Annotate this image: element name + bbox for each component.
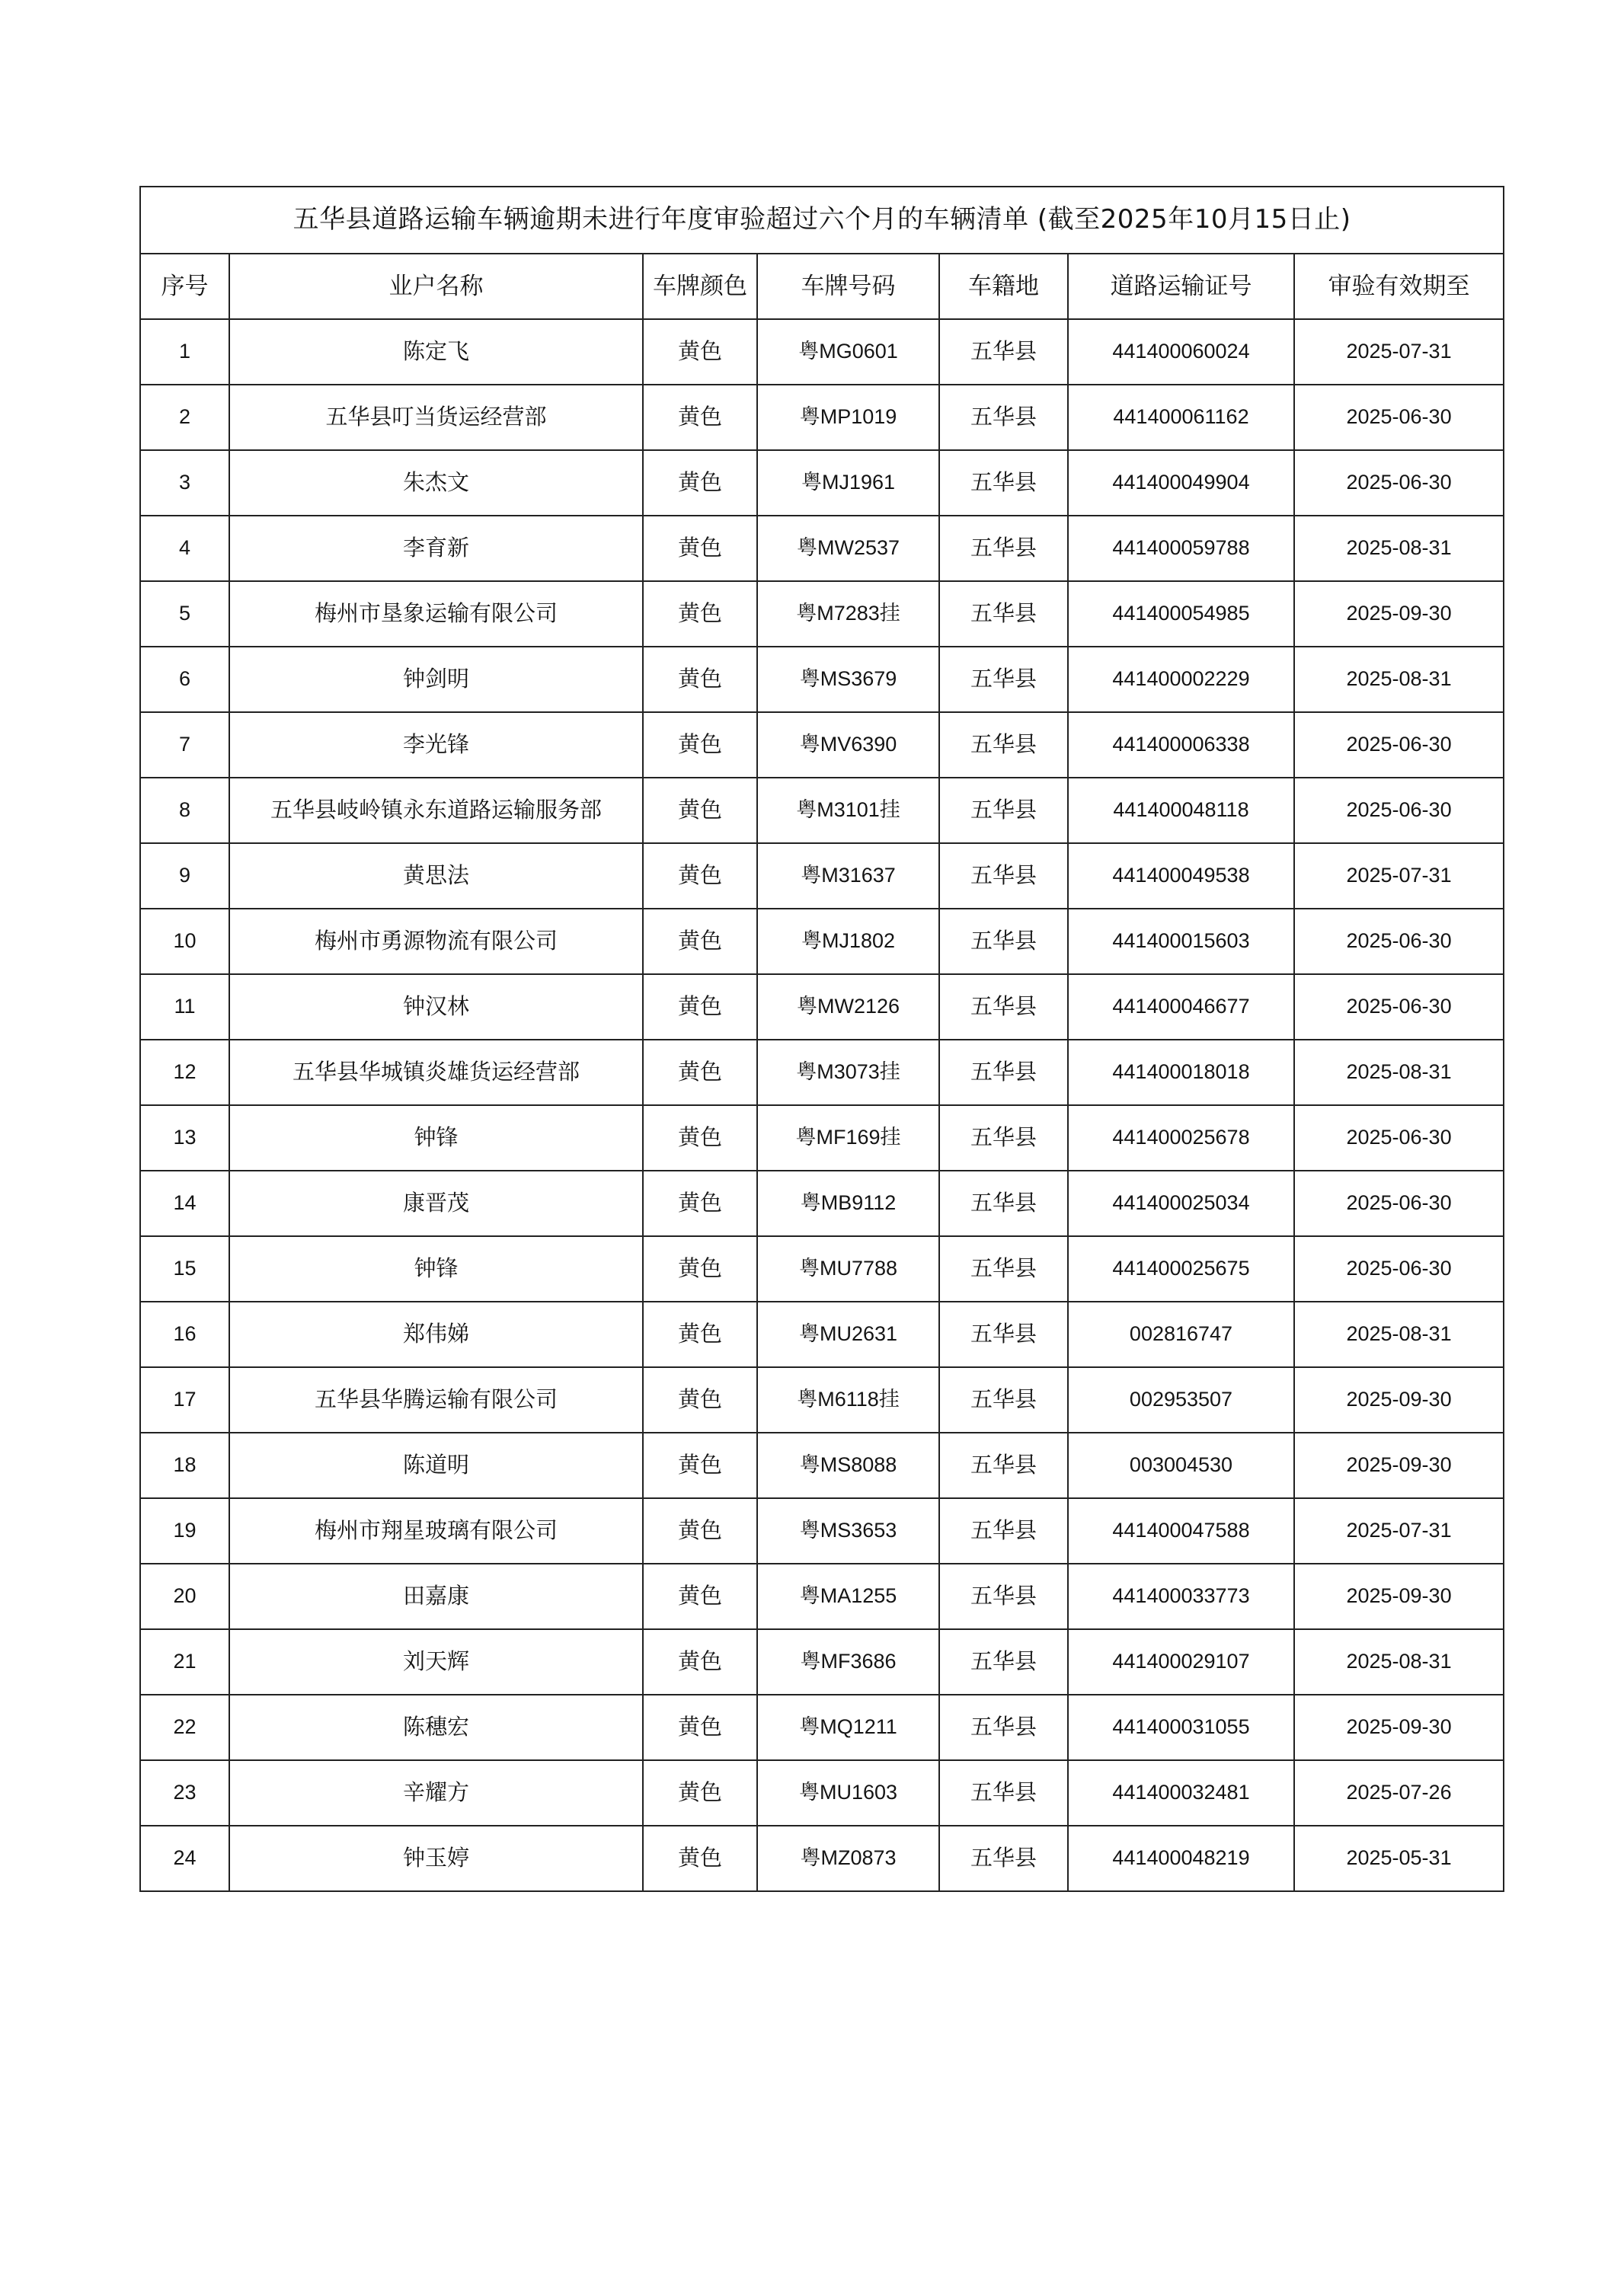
plate-color: 黄色 [643, 1171, 757, 1236]
registration-place: 五华县 [939, 712, 1068, 778]
table-row [140, 1498, 1504, 1564]
transport-cert-number: 441400029107 [1068, 1629, 1294, 1695]
transport-cert-number: 441400015603 [1068, 909, 1294, 974]
registration-place: 五华县 [939, 1040, 1068, 1105]
owner-name: 五华县华城镇炎雄货运经营部 [229, 1040, 643, 1105]
plate-number: 粤MB9112 [757, 1171, 939, 1236]
row-index: 1 [140, 319, 229, 385]
valid-until-date: 2025-06-30 [1294, 974, 1504, 1040]
plate-color: 黄色 [643, 516, 757, 581]
valid-until-date: 2025-09-30 [1294, 1367, 1504, 1433]
table-row [140, 1040, 1504, 1105]
column-header-transport-cert: 道路运输证号 [1068, 254, 1294, 319]
column-header-index: 序号 [140, 254, 229, 319]
table-row [140, 1564, 1504, 1629]
transport-cert-number: 441400018018 [1068, 1040, 1294, 1105]
row-index: 7 [140, 712, 229, 778]
plate-color: 黄色 [643, 1564, 757, 1629]
plate-color: 黄色 [643, 581, 757, 647]
valid-until-date: 2025-07-31 [1294, 1498, 1504, 1564]
vehicle-list-table [139, 186, 1504, 1892]
table-row [140, 1367, 1504, 1433]
transport-cert-number: 003004530 [1068, 1433, 1294, 1498]
table-row [140, 909, 1504, 974]
plate-color: 黄色 [643, 1433, 757, 1498]
table-row [140, 1629, 1504, 1695]
registration-place: 五华县 [939, 778, 1068, 843]
table-row [140, 450, 1504, 516]
owner-name: 五华县华腾运输有限公司 [229, 1367, 643, 1433]
plate-color: 黄色 [643, 450, 757, 516]
valid-until-date: 2025-09-30 [1294, 1695, 1504, 1760]
valid-until-date: 2025-06-30 [1294, 712, 1504, 778]
registration-place: 五华县 [939, 1498, 1068, 1564]
owner-name: 黄思法 [229, 843, 643, 909]
registration-place: 五华县 [939, 843, 1068, 909]
plate-color: 黄色 [643, 319, 757, 385]
valid-until-date: 2025-06-30 [1294, 385, 1504, 450]
transport-cert-number: 441400025678 [1068, 1105, 1294, 1171]
row-index: 23 [140, 1760, 229, 1826]
registration-place: 五华县 [939, 1236, 1068, 1302]
valid-until-date: 2025-08-31 [1294, 1302, 1504, 1367]
plate-color: 黄色 [643, 1367, 757, 1433]
plate-color: 黄色 [643, 1695, 757, 1760]
table-row [140, 1760, 1504, 1826]
table-row [140, 581, 1504, 647]
row-index: 12 [140, 1040, 229, 1105]
row-index: 5 [140, 581, 229, 647]
plate-number: 粤MF3686 [757, 1629, 939, 1695]
transport-cert-number: 441400048118 [1068, 778, 1294, 843]
registration-place: 五华县 [939, 1433, 1068, 1498]
owner-name: 五华县岐岭镇永东道路运输服务部 [229, 778, 643, 843]
valid-until-date: 2025-06-30 [1294, 1236, 1504, 1302]
row-index: 16 [140, 1302, 229, 1367]
table-row [140, 1105, 1504, 1171]
registration-place: 五华县 [939, 319, 1068, 385]
row-index: 2 [140, 385, 229, 450]
transport-cert-number: 441400031055 [1068, 1695, 1294, 1760]
plate-color: 黄色 [643, 1629, 757, 1695]
valid-until-date: 2025-09-30 [1294, 1433, 1504, 1498]
plate-color: 黄色 [643, 1040, 757, 1105]
plate-color: 黄色 [643, 1760, 757, 1826]
plate-color: 黄色 [643, 1826, 757, 1891]
owner-name: 钟玉婷 [229, 1826, 643, 1891]
transport-cert-number: 002953507 [1068, 1367, 1294, 1433]
column-header-row [140, 254, 1504, 319]
valid-until-date: 2025-08-31 [1294, 516, 1504, 581]
owner-name: 钟剑明 [229, 647, 643, 712]
owner-name: 梅州市勇源物流有限公司 [229, 909, 643, 974]
plate-number: 粤MU2631 [757, 1302, 939, 1367]
registration-place: 五华县 [939, 1760, 1068, 1826]
transport-cert-number: 441400061162 [1068, 385, 1294, 450]
row-index: 20 [140, 1564, 229, 1629]
valid-until-date: 2025-07-31 [1294, 319, 1504, 385]
registration-place: 五华县 [939, 1629, 1068, 1695]
owner-name: 李育新 [229, 516, 643, 581]
registration-place: 五华县 [939, 909, 1068, 974]
plate-number: 粤MG0601 [757, 319, 939, 385]
owner-name: 五华县叮当货运经营部 [229, 385, 643, 450]
valid-until-date: 2025-06-30 [1294, 1105, 1504, 1171]
transport-cert-number: 441400006338 [1068, 712, 1294, 778]
table-row [140, 1302, 1504, 1367]
plate-number: 粤MV6390 [757, 712, 939, 778]
row-index: 18 [140, 1433, 229, 1498]
plate-number: 粤MS3679 [757, 647, 939, 712]
registration-place: 五华县 [939, 1302, 1068, 1367]
registration-place: 五华县 [939, 1171, 1068, 1236]
plate-number: 粤MZ0873 [757, 1826, 939, 1891]
registration-place: 五华县 [939, 516, 1068, 581]
valid-until-date: 2025-07-31 [1294, 843, 1504, 909]
plate-number: 粤MJ1802 [757, 909, 939, 974]
owner-name: 钟锋 [229, 1236, 643, 1302]
owner-name: 辛耀方 [229, 1760, 643, 1826]
plate-number: 粤MW2537 [757, 516, 939, 581]
row-index: 11 [140, 974, 229, 1040]
row-index: 17 [140, 1367, 229, 1433]
row-index: 6 [140, 647, 229, 712]
row-index: 13 [140, 1105, 229, 1171]
table-row [140, 1695, 1504, 1760]
owner-name: 郑伟娣 [229, 1302, 643, 1367]
row-index: 10 [140, 909, 229, 974]
plate-color: 黄色 [643, 974, 757, 1040]
row-index: 4 [140, 516, 229, 581]
plate-number: 粤MQ1211 [757, 1695, 939, 1760]
row-index: 9 [140, 843, 229, 909]
plate-color: 黄色 [643, 712, 757, 778]
table-row [140, 778, 1504, 843]
table-row [140, 319, 1504, 385]
valid-until-date: 2025-06-30 [1294, 778, 1504, 843]
plate-color: 黄色 [643, 1498, 757, 1564]
plate-number: 粤M3101挂 [757, 778, 939, 843]
owner-name: 李光锋 [229, 712, 643, 778]
valid-until-date: 2025-07-26 [1294, 1760, 1504, 1826]
row-index: 8 [140, 778, 229, 843]
transport-cert-number: 441400048219 [1068, 1826, 1294, 1891]
row-index: 21 [140, 1629, 229, 1695]
table-row [140, 1433, 1504, 1498]
transport-cert-number: 441400025034 [1068, 1171, 1294, 1236]
plate-color: 黄色 [643, 1236, 757, 1302]
transport-cert-number: 441400054985 [1068, 581, 1294, 647]
table-row [140, 1826, 1504, 1891]
plate-color: 黄色 [643, 909, 757, 974]
transport-cert-number: 441400049538 [1068, 843, 1294, 909]
owner-name: 陈道明 [229, 1433, 643, 1498]
plate-color: 黄色 [643, 385, 757, 450]
plate-number: 粤MS3653 [757, 1498, 939, 1564]
table-row [140, 712, 1504, 778]
valid-until-date: 2025-06-30 [1294, 909, 1504, 974]
registration-place: 五华县 [939, 1105, 1068, 1171]
valid-until-date: 2025-09-30 [1294, 581, 1504, 647]
transport-cert-number: 441400049904 [1068, 450, 1294, 516]
owner-name: 钟锋 [229, 1105, 643, 1171]
plate-number: 粤MW2126 [757, 974, 939, 1040]
transport-cert-number: 441400032481 [1068, 1760, 1294, 1826]
row-index: 3 [140, 450, 229, 516]
plate-number: 粤M6118挂 [757, 1367, 939, 1433]
registration-place: 五华县 [939, 974, 1068, 1040]
plate-color: 黄色 [643, 778, 757, 843]
plate-color: 黄色 [643, 1105, 757, 1171]
owner-name: 田嘉康 [229, 1564, 643, 1629]
plate-number: 粤M31637 [757, 843, 939, 909]
plate-number: 粤MU1603 [757, 1760, 939, 1826]
owner-name: 康晋茂 [229, 1171, 643, 1236]
plate-color: 黄色 [643, 647, 757, 712]
transport-cert-number: 002816747 [1068, 1302, 1294, 1367]
registration-place: 五华县 [939, 1826, 1068, 1891]
document-title: 五华县道路运输车辆逾期未进行年度审验超过六个月的车辆清单 (截至2025年10月15日止) [140, 187, 1504, 254]
plate-number: 粤MF169挂 [757, 1105, 939, 1171]
column-header-valid-until: 审验有效期至 [1294, 254, 1504, 319]
plate-number: 粤MP1019 [757, 385, 939, 450]
registration-place: 五华县 [939, 647, 1068, 712]
owner-name: 梅州市翔星玻璃有限公司 [229, 1498, 643, 1564]
registration-place: 五华县 [939, 1564, 1068, 1629]
valid-until-date: 2025-05-31 [1294, 1826, 1504, 1891]
owner-name: 朱杰文 [229, 450, 643, 516]
owner-name: 陈穗宏 [229, 1695, 643, 1760]
column-header-plate-number: 车牌号码 [757, 254, 939, 319]
registration-place: 五华县 [939, 1367, 1068, 1433]
table-row [140, 1236, 1504, 1302]
plate-number: 粤MJ1961 [757, 450, 939, 516]
table-row [140, 647, 1504, 712]
transport-cert-number: 441400033773 [1068, 1564, 1294, 1629]
plate-number: 粤M3073挂 [757, 1040, 939, 1105]
owner-name: 刘天辉 [229, 1629, 643, 1695]
row-index: 22 [140, 1695, 229, 1760]
owner-name: 陈定飞 [229, 319, 643, 385]
owner-name: 梅州市垦象运输有限公司 [229, 581, 643, 647]
valid-until-date: 2025-09-30 [1294, 1564, 1504, 1629]
transport-cert-number: 441400047588 [1068, 1498, 1294, 1564]
transport-cert-number: 441400002229 [1068, 647, 1294, 712]
valid-until-date: 2025-08-31 [1294, 1629, 1504, 1695]
table-row [140, 516, 1504, 581]
transport-cert-number: 441400059788 [1068, 516, 1294, 581]
plate-number: 粤M7283挂 [757, 581, 939, 647]
registration-place: 五华县 [939, 450, 1068, 516]
table-body [140, 319, 1504, 1891]
column-header-registration-place: 车籍地 [939, 254, 1068, 319]
plate-number: 粤MA1255 [757, 1564, 939, 1629]
row-index: 14 [140, 1171, 229, 1236]
row-index: 15 [140, 1236, 229, 1302]
registration-place: 五华县 [939, 581, 1068, 647]
column-header-plate-color: 车牌颜色 [643, 254, 757, 319]
valid-until-date: 2025-06-30 [1294, 1171, 1504, 1236]
registration-place: 五华县 [939, 1695, 1068, 1760]
transport-cert-number: 441400046677 [1068, 974, 1294, 1040]
table-row [140, 1171, 1504, 1236]
plate-color: 黄色 [643, 1302, 757, 1367]
registration-place: 五华县 [939, 385, 1068, 450]
table-row [140, 385, 1504, 450]
column-header-owner-name: 业户名称 [229, 254, 643, 319]
plate-number: 粤MS8088 [757, 1433, 939, 1498]
valid-until-date: 2025-06-30 [1294, 450, 1504, 516]
transport-cert-number: 441400060024 [1068, 319, 1294, 385]
transport-cert-number: 441400025675 [1068, 1236, 1294, 1302]
valid-until-date: 2025-08-31 [1294, 647, 1504, 712]
row-index: 19 [140, 1498, 229, 1564]
row-index: 24 [140, 1826, 229, 1891]
table-row [140, 843, 1504, 909]
valid-until-date: 2025-08-31 [1294, 1040, 1504, 1105]
plate-color: 黄色 [643, 843, 757, 909]
table-row [140, 974, 1504, 1040]
owner-name: 钟汉林 [229, 974, 643, 1040]
plate-number: 粤MU7788 [757, 1236, 939, 1302]
